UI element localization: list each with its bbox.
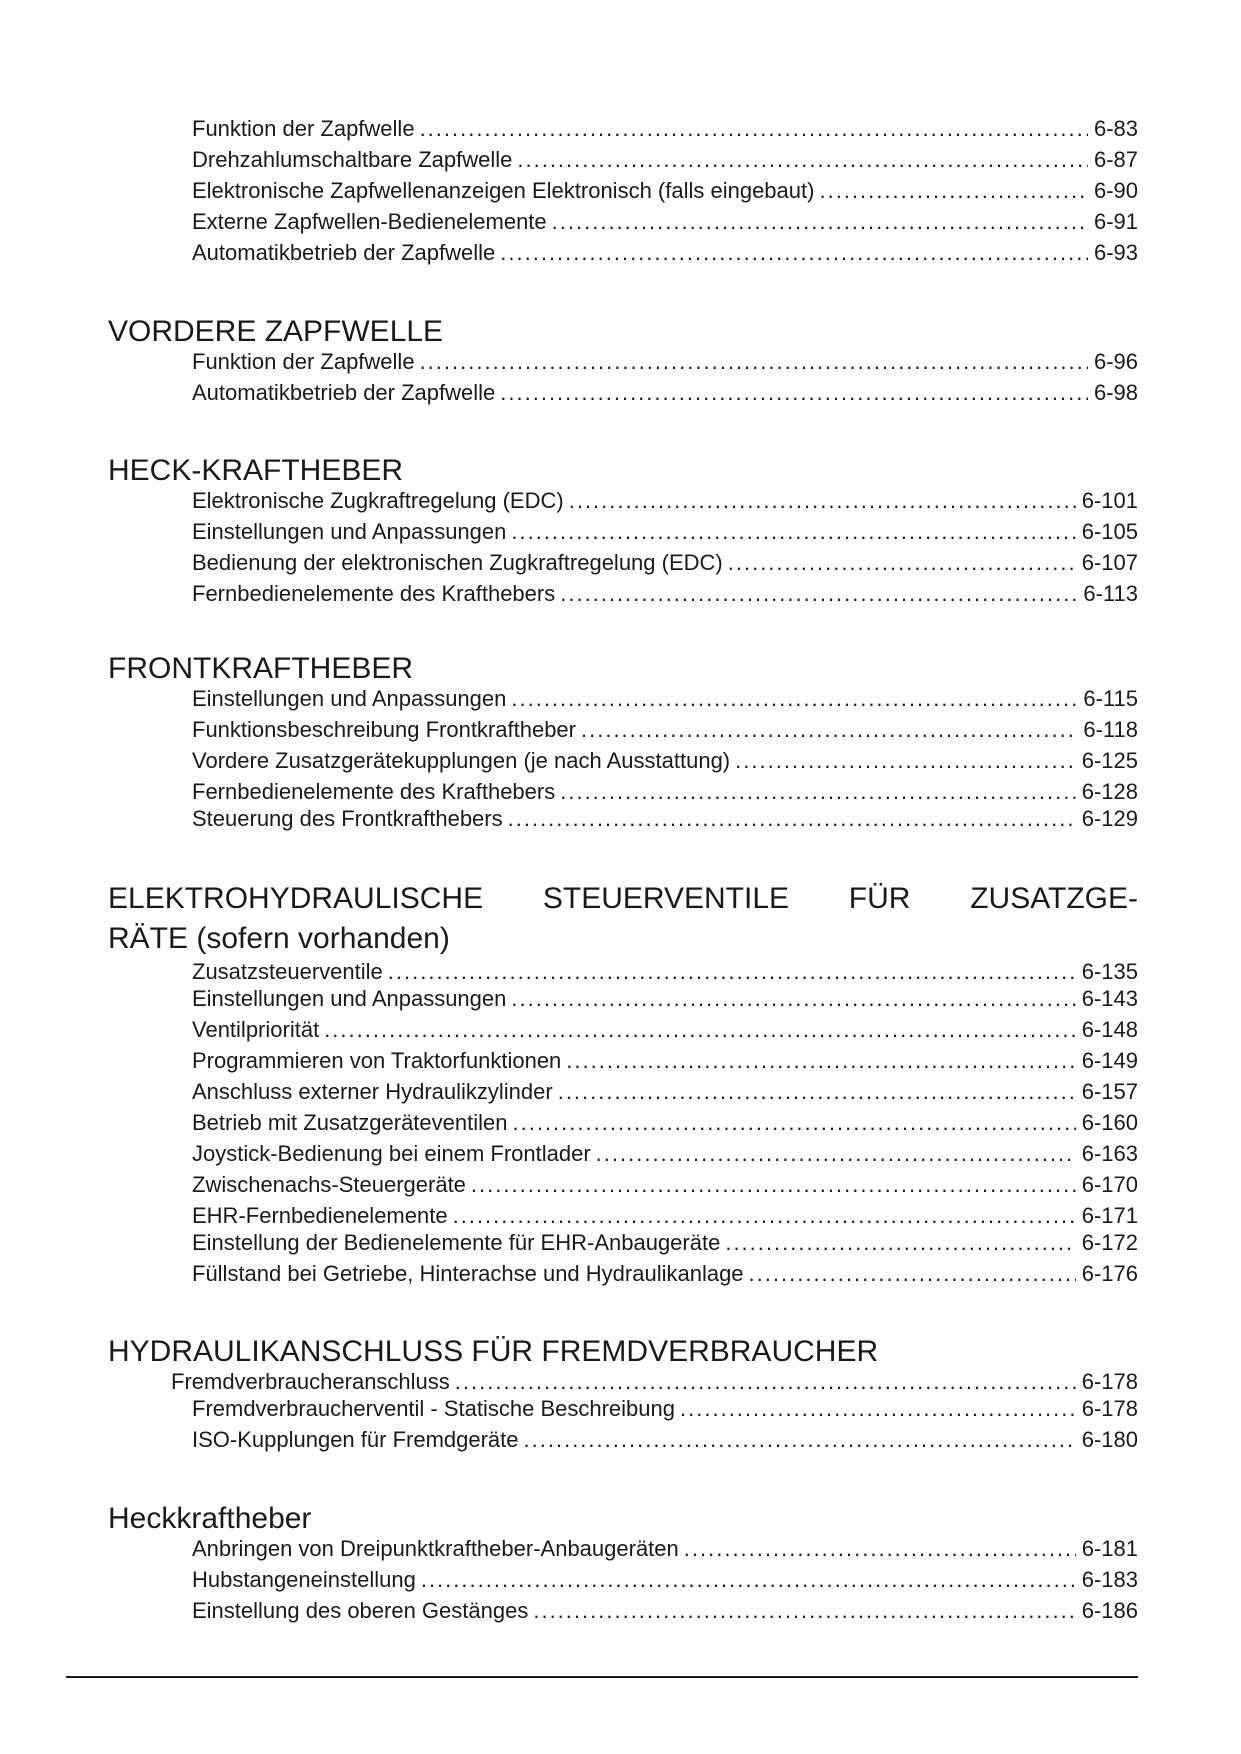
toc-entry[interactable] bbox=[192, 548, 1138, 578]
leader-dots bbox=[558, 1077, 1076, 1107]
toc-entry-page: 6-90 bbox=[1093, 178, 1138, 203]
toc-entry-title: Einstellungen und Anpassungen bbox=[192, 986, 507, 1011]
leader-dots bbox=[455, 1367, 1076, 1397]
toc-entry-title: Anschluss externer Hydraulikzylinder bbox=[192, 1079, 553, 1104]
toc-entry[interactable] bbox=[192, 804, 1138, 834]
toc-subheading-entry[interactable] bbox=[171, 1367, 1138, 1397]
leader-dots bbox=[581, 715, 1077, 745]
leader-dots bbox=[471, 1170, 1076, 1200]
section-heading-continued: RÄTE (sofern vorhanden) bbox=[108, 922, 450, 955]
toc-entry-title: Hubstangeneinstellung bbox=[192, 1567, 416, 1592]
leader-dots bbox=[533, 1596, 1075, 1626]
toc-entry-page: 6-163 bbox=[1081, 1141, 1138, 1166]
toc-entry[interactable] bbox=[192, 1425, 1138, 1455]
section-heading: VORDERE ZAPFWELLE bbox=[108, 315, 444, 348]
toc-entry-page: 6-180 bbox=[1081, 1427, 1138, 1452]
toc-entry-page: 6-135 bbox=[1081, 959, 1138, 984]
toc-entry[interactable] bbox=[192, 684, 1138, 714]
toc-entry-title: Programmieren von Traktorfunktionen bbox=[192, 1048, 562, 1073]
toc-entry[interactable] bbox=[192, 579, 1138, 609]
leader-dots bbox=[680, 1394, 1076, 1424]
toc-entry-title: Drehzahlumschaltbare Zapfwelle bbox=[192, 147, 513, 172]
leader-dots bbox=[388, 957, 1076, 987]
section-heading: FRONTKRAFTHEBER bbox=[108, 652, 414, 685]
toc-entry-title: Fremdverbraucheranschluss bbox=[171, 1369, 450, 1394]
toc-entry-title: Steuerung des Frontkrafthebers bbox=[192, 806, 503, 831]
toc-entry-title: Zusatzsteuerventile bbox=[192, 959, 383, 984]
leader-dots bbox=[569, 486, 1076, 516]
toc-entry[interactable] bbox=[192, 347, 1138, 377]
toc-entry-page: 6-113 bbox=[1083, 581, 1138, 606]
toc-entry[interactable] bbox=[192, 1077, 1138, 1107]
leader-dots bbox=[560, 579, 1077, 609]
leader-dots bbox=[453, 1201, 1076, 1231]
leader-dots bbox=[420, 114, 1088, 144]
toc-entry-page: 6-96 bbox=[1093, 349, 1138, 374]
toc-entry-page: 6-107 bbox=[1081, 550, 1138, 575]
toc-entry[interactable] bbox=[192, 1108, 1138, 1138]
toc-entry[interactable] bbox=[192, 1015, 1138, 1045]
toc-entry-title: Einstellung des oberen Gestänges bbox=[192, 1598, 529, 1623]
leader-dots bbox=[508, 804, 1076, 834]
leader-dots bbox=[560, 777, 1075, 807]
section-heading: HECK-KRAFTHEBER bbox=[108, 454, 404, 487]
toc-entry-title: Zwischenachs-Steuergeräte bbox=[192, 1172, 466, 1197]
leader-dots bbox=[420, 347, 1088, 377]
toc-entry[interactable] bbox=[192, 715, 1138, 745]
toc-entry-title: Anbringen von Dreipunktkraftheber-Anbaugeräten bbox=[192, 1536, 679, 1561]
toc-entry[interactable] bbox=[192, 517, 1138, 547]
section-heading: HYDRAULIKANSCHLUSS FÜR FREMDVERBRAUCHER bbox=[108, 1335, 879, 1368]
toc-entry[interactable] bbox=[192, 176, 1138, 206]
toc-entry-page: 6-176 bbox=[1081, 1261, 1138, 1286]
toc-entry[interactable] bbox=[192, 1201, 1138, 1231]
toc-entry-page: 6-186 bbox=[1081, 1598, 1138, 1623]
toc-entry-title: Vordere Zusatzgerätekupplungen (je nach Ausstattung) bbox=[192, 748, 731, 773]
toc-entry-title: Bedienung der elektronischen Zugkraftregelung (EDC) bbox=[192, 550, 723, 575]
toc-entry[interactable] bbox=[192, 207, 1138, 237]
toc-entry-page: 6-171 bbox=[1081, 1203, 1138, 1228]
leader-dots bbox=[511, 517, 1075, 547]
toc-entry-page: 6-160 bbox=[1081, 1110, 1138, 1135]
toc-entry[interactable] bbox=[192, 145, 1138, 175]
toc-entry[interactable] bbox=[192, 238, 1138, 268]
toc-entry-page: 6-148 bbox=[1081, 1017, 1138, 1042]
leader-dots bbox=[684, 1534, 1076, 1564]
toc-entry[interactable] bbox=[192, 114, 1138, 144]
toc-entry-title: Füllstand bei Getriebe, Hinterachse und Hydraulikanlage bbox=[192, 1261, 744, 1286]
toc-entry-page: 6-149 bbox=[1081, 1048, 1138, 1073]
toc-entry-title: ISO-Kupplungen für Fremdgeräte bbox=[192, 1427, 519, 1452]
toc-entry[interactable] bbox=[192, 1259, 1138, 1289]
toc-entry-title: Einstellung der Bedienelemente für EHR-Anbaugeräte bbox=[192, 1230, 721, 1255]
toc-entry[interactable] bbox=[192, 1046, 1138, 1076]
toc-entry-page: 6-157 bbox=[1081, 1079, 1138, 1104]
toc-entry[interactable] bbox=[192, 957, 1138, 987]
toc-entry[interactable] bbox=[192, 1534, 1138, 1564]
toc-entry-title: Einstellungen und Anpassungen bbox=[192, 519, 507, 544]
toc-entry-page: 6-172 bbox=[1081, 1230, 1138, 1255]
toc-entry-page: 6-181 bbox=[1081, 1536, 1138, 1561]
leader-dots bbox=[819, 176, 1087, 206]
leader-dots bbox=[511, 984, 1075, 1014]
leader-dots bbox=[517, 145, 1088, 175]
toc-entry[interactable] bbox=[192, 486, 1138, 516]
toc-entry-page: 6-183 bbox=[1081, 1567, 1138, 1592]
toc-entry[interactable] bbox=[192, 1565, 1138, 1595]
toc-entry-title: Elektronische Zugkraftregelung (EDC) bbox=[192, 488, 564, 513]
leader-dots bbox=[324, 1015, 1076, 1045]
toc-entry-title: Ventilpriorität bbox=[192, 1017, 320, 1042]
toc-entry-page: 6-115 bbox=[1083, 686, 1138, 711]
toc-entry[interactable] bbox=[192, 378, 1138, 408]
leader-dots bbox=[524, 1425, 1076, 1455]
toc-entry-title: Joystick-Bedienung bei einem Frontlader bbox=[192, 1141, 591, 1166]
leader-dots bbox=[500, 238, 1088, 268]
toc-entry-title: Automatikbetrieb der Zapfwelle bbox=[192, 240, 496, 265]
toc-entry-page: 6-101 bbox=[1081, 488, 1138, 513]
leader-dots bbox=[725, 1228, 1075, 1258]
leader-dots bbox=[421, 1565, 1076, 1595]
toc-entry-title: Elektronische Zapfwellenanzeigen Elektronisch (falls eingebaut) bbox=[192, 178, 815, 203]
toc-entry[interactable] bbox=[192, 1596, 1138, 1626]
footer-rule bbox=[66, 1676, 1138, 1678]
toc-entry-page: 6-143 bbox=[1081, 986, 1138, 1011]
leader-dots bbox=[511, 684, 1077, 714]
toc-entry-title: Fremdverbraucherventil - Statische Beschreibung bbox=[192, 1396, 676, 1421]
toc-entry-page: 6-129 bbox=[1081, 806, 1138, 831]
toc-entry[interactable] bbox=[192, 1139, 1138, 1169]
leader-dots bbox=[596, 1139, 1076, 1169]
leader-dots bbox=[728, 548, 1076, 578]
toc-entry-page: 6-118 bbox=[1083, 717, 1138, 742]
toc-entry[interactable] bbox=[192, 1394, 1138, 1424]
toc-entry[interactable] bbox=[192, 746, 1138, 776]
toc-entry-title: Funktion der Zapfwelle bbox=[192, 116, 415, 141]
toc-entry-title: Fernbedienelemente des Krafthebers bbox=[192, 581, 556, 606]
leader-dots bbox=[735, 746, 1076, 776]
leader-dots bbox=[513, 1108, 1076, 1138]
toc-entry-title: EHR-Fernbedienelemente bbox=[192, 1203, 448, 1228]
toc-entry[interactable] bbox=[192, 1170, 1138, 1200]
leader-dots bbox=[552, 207, 1088, 237]
toc-entry-page: 6-87 bbox=[1093, 147, 1138, 172]
section-heading: ELEKTROHYDRAULISCHE STEUERVENTILE FÜR ZUSATZGE- bbox=[108, 882, 1138, 915]
toc-entry-page: 6-98 bbox=[1093, 380, 1138, 405]
leader-dots bbox=[566, 1046, 1075, 1076]
leader-dots bbox=[749, 1259, 1076, 1289]
toc-entry[interactable] bbox=[192, 984, 1138, 1014]
toc-entry-title: Automatikbetrieb der Zapfwelle bbox=[192, 380, 496, 405]
toc-entry-title: Betrieb mit Zusatzgeräteventilen bbox=[192, 1110, 508, 1135]
toc-entry-page: 6-178 bbox=[1081, 1369, 1138, 1394]
toc-entry-page: 6-178 bbox=[1081, 1396, 1138, 1421]
toc-entry[interactable] bbox=[192, 1228, 1138, 1258]
toc-entry-title: Fernbedienelemente des Krafthebers bbox=[192, 779, 556, 804]
toc-entry-title: Funktion der Zapfwelle bbox=[192, 349, 415, 374]
toc-entry-page: 6-93 bbox=[1093, 240, 1138, 265]
toc-entry-title: Externe Zapfwellen-Bedienelemente bbox=[192, 209, 547, 234]
toc-entry-page: 6-105 bbox=[1081, 519, 1138, 544]
toc-entry-page: 6-83 bbox=[1093, 116, 1138, 141]
toc-entry-page: 6-125 bbox=[1081, 748, 1138, 773]
section-heading: Heckkraftheber bbox=[108, 1502, 312, 1535]
toc-entry-title: Einstellungen und Anpassungen bbox=[192, 686, 507, 711]
leader-dots bbox=[500, 378, 1088, 408]
toc-entry[interactable] bbox=[192, 777, 1138, 807]
toc-entry-page: 6-91 bbox=[1093, 209, 1138, 234]
toc-entry-page: 6-128 bbox=[1081, 779, 1138, 804]
toc-entry-title: Funktionsbeschreibung Frontkraftheber bbox=[192, 717, 576, 742]
toc-entry-page: 6-170 bbox=[1081, 1172, 1138, 1197]
